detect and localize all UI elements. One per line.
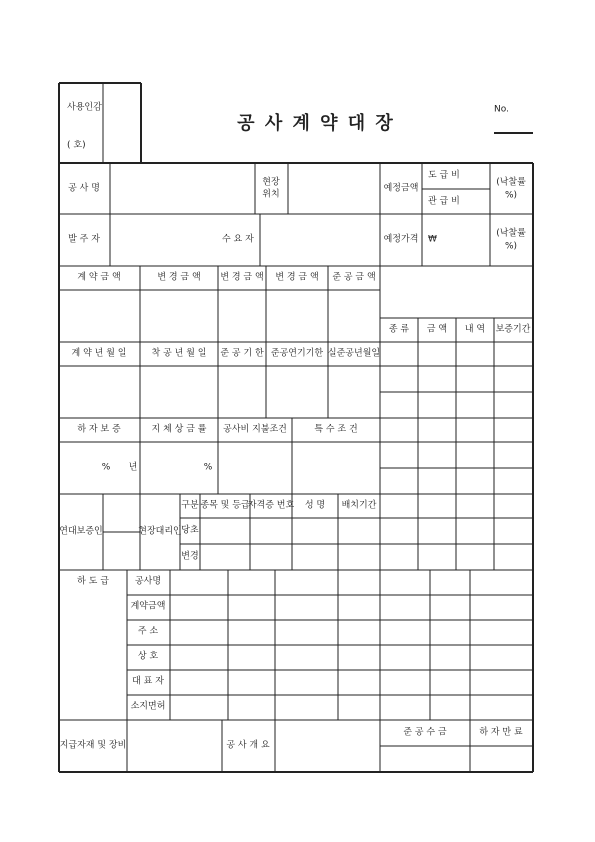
- subcontract-field: 주 소: [137, 626, 159, 637]
- label-start-date: 착 공 년 월 일: [151, 348, 207, 359]
- label-engineer-name: 성 명: [304, 500, 326, 511]
- subcontract-field: 대 표 자: [132, 676, 164, 687]
- label-guarantee-amount: 금 액: [426, 324, 448, 335]
- label-placement-period: 배치기간: [341, 500, 377, 511]
- label-estimated-amount: 예정금액: [383, 183, 419, 194]
- penalty-percent-unit: %: [203, 462, 213, 473]
- label-guarantee-period: 보증기간: [495, 324, 531, 335]
- subcontract-field: 계약금액: [130, 601, 166, 612]
- label-contract-date: 계 약 년 월 일: [71, 348, 127, 359]
- label-government-amount: 관 급 비: [428, 196, 460, 207]
- label-special-terms: 특 수 조 건: [314, 424, 358, 435]
- subcontract-field: 상 호: [137, 651, 159, 662]
- seal-mark: ( 호): [67, 140, 86, 151]
- label-defect-warranty: 하 자 보 증: [77, 424, 121, 435]
- label-completion-amount: 준 공 금 액: [332, 272, 376, 283]
- label-completion-deadline: 준 공 기 한: [220, 348, 264, 359]
- label-extended-deadline: 준공연기기한: [270, 348, 324, 359]
- label-bid-rate-2: (낙찰률 %): [496, 228, 526, 251]
- label-cert-no: 자격증 번호: [247, 500, 295, 511]
- price-symbol: ₩: [428, 234, 437, 245]
- label-contract-amount: 도 급 비: [428, 170, 460, 181]
- page-title: 공 사 계 약 대 장: [237, 113, 395, 134]
- label-client: 발 주 자: [68, 234, 100, 245]
- label-guarantee-type: 종 류: [388, 324, 410, 335]
- label-consumer: 수 요 자: [222, 234, 254, 245]
- defect-year-unit: 년: [128, 462, 138, 473]
- defect-percent-unit: %: [101, 462, 111, 473]
- label-defect-expiry: 하 자 만 료: [479, 727, 523, 738]
- label-contract-amount-col: 계 약 금 액: [77, 272, 121, 283]
- subcontract-field: 소지면허: [130, 701, 166, 712]
- label-initial: 당초: [181, 525, 199, 536]
- label-changed-amount-3: 변 경 금 액: [275, 272, 319, 283]
- label-change: 변경: [181, 551, 199, 562]
- label-division: 구분: [181, 500, 199, 511]
- label-changed-amount-1: 변 경 금 액: [157, 272, 201, 283]
- label-license: 종목 및 등급: [200, 500, 250, 511]
- label-payment-terms: 공사비 지불조건: [223, 424, 287, 435]
- label-overview: 공 사 개 요: [226, 740, 270, 751]
- seal-label: 사용인감: [67, 102, 102, 113]
- label-actual-completion: 실준공년월일: [327, 348, 381, 359]
- subcontract-field: 공사명: [134, 576, 162, 587]
- label-estimated-price: 예정가격: [383, 234, 419, 245]
- label-project-name: 공 사 명: [68, 183, 100, 194]
- no-label: No.: [494, 104, 509, 115]
- label-penalty-rate: 지 체 상 금 률: [151, 424, 207, 435]
- label-bid-rate-1: (낙찰률 %): [496, 177, 526, 200]
- label-site-agent: 현장대리인: [138, 526, 182, 537]
- label-subcontract: 하 도 급: [77, 576, 109, 587]
- label-joint-guarantor: 연대보증인: [59, 526, 103, 537]
- label-changed-amount-2: 변 경 금 액: [220, 272, 264, 283]
- label-guarantee-details: 내 역: [464, 324, 486, 335]
- label-site-location: 현장위치: [262, 177, 280, 199]
- label-materials: 지급자재 및 장비: [59, 740, 127, 751]
- label-completion-receipt: 준 공 수 금: [403, 727, 447, 738]
